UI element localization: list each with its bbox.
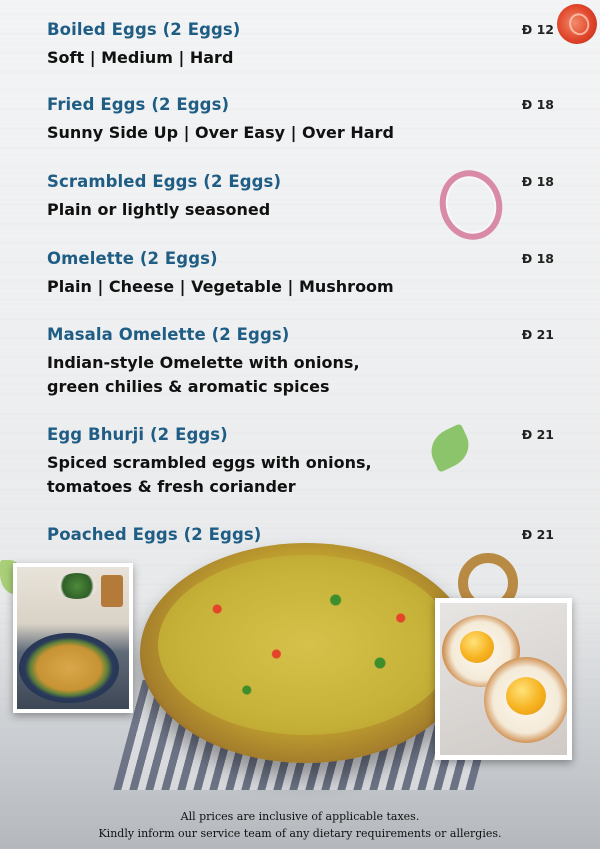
- egg-yolk-image: [506, 677, 546, 715]
- menu-item-price: Đ 21: [521, 427, 554, 442]
- menu-item-description: Plain or lightly seasoned: [47, 200, 271, 219]
- menu-item-title: Egg Bhurji (2 Eggs): [47, 425, 228, 444]
- menu-item-price: Đ 18: [521, 251, 554, 266]
- menu-item-description: Plain | Cheese | Vegetable | Mushroom: [47, 277, 394, 296]
- menu-item-title: Masala Omelette (2 Eggs): [47, 325, 290, 344]
- menu-item-price: Đ 18: [521, 97, 554, 112]
- tax-note: All prices are inclusive of applicable taxes.: [180, 810, 420, 823]
- fried-eggs-photo: [435, 598, 572, 760]
- tea-glass-image: [101, 575, 123, 607]
- omelette-photo: [13, 563, 133, 713]
- menu-item-title: Fried Eggs (2 Eggs): [47, 95, 230, 114]
- menu-item-price: Đ 12: [521, 22, 554, 37]
- menu-item-description: Indian-style Omelette with onions, green chilies & aromatic spices: [47, 353, 360, 396]
- menu-item-price: Đ 21: [521, 527, 554, 542]
- menu-item-description: Sunny Side Up | Over Easy | Over Hard: [47, 123, 394, 142]
- menu-item-price: Đ 21: [521, 327, 554, 342]
- menu-footer: [0, 808, 600, 842]
- egg-yolk-image: [460, 631, 494, 663]
- menu-item-title: Scrambled Eggs (2 Eggs): [47, 172, 282, 191]
- menu-item-description: Spiced scrambled eggs with onions, tomatoes & fresh coriander: [47, 453, 372, 496]
- menu-item-description: Soft | Medium | Hard: [47, 48, 234, 67]
- egg-bhurji-pan-image: [140, 543, 472, 763]
- menu-item-title: Boiled Eggs (2 Eggs): [47, 20, 241, 39]
- allergy-note: Kindly inform our service team of any dietary requirements or allergies.: [98, 827, 502, 840]
- chutney-bowl-image: [57, 573, 97, 599]
- menu-item-title: Poached Eggs (2 Eggs): [47, 525, 262, 544]
- menu-item-title: Omelette (2 Eggs): [47, 249, 218, 268]
- tomato-slice-decoration: [551, 0, 600, 50]
- omelette-plate-image: [19, 633, 119, 703]
- menu-item-price: Đ 18: [521, 174, 554, 189]
